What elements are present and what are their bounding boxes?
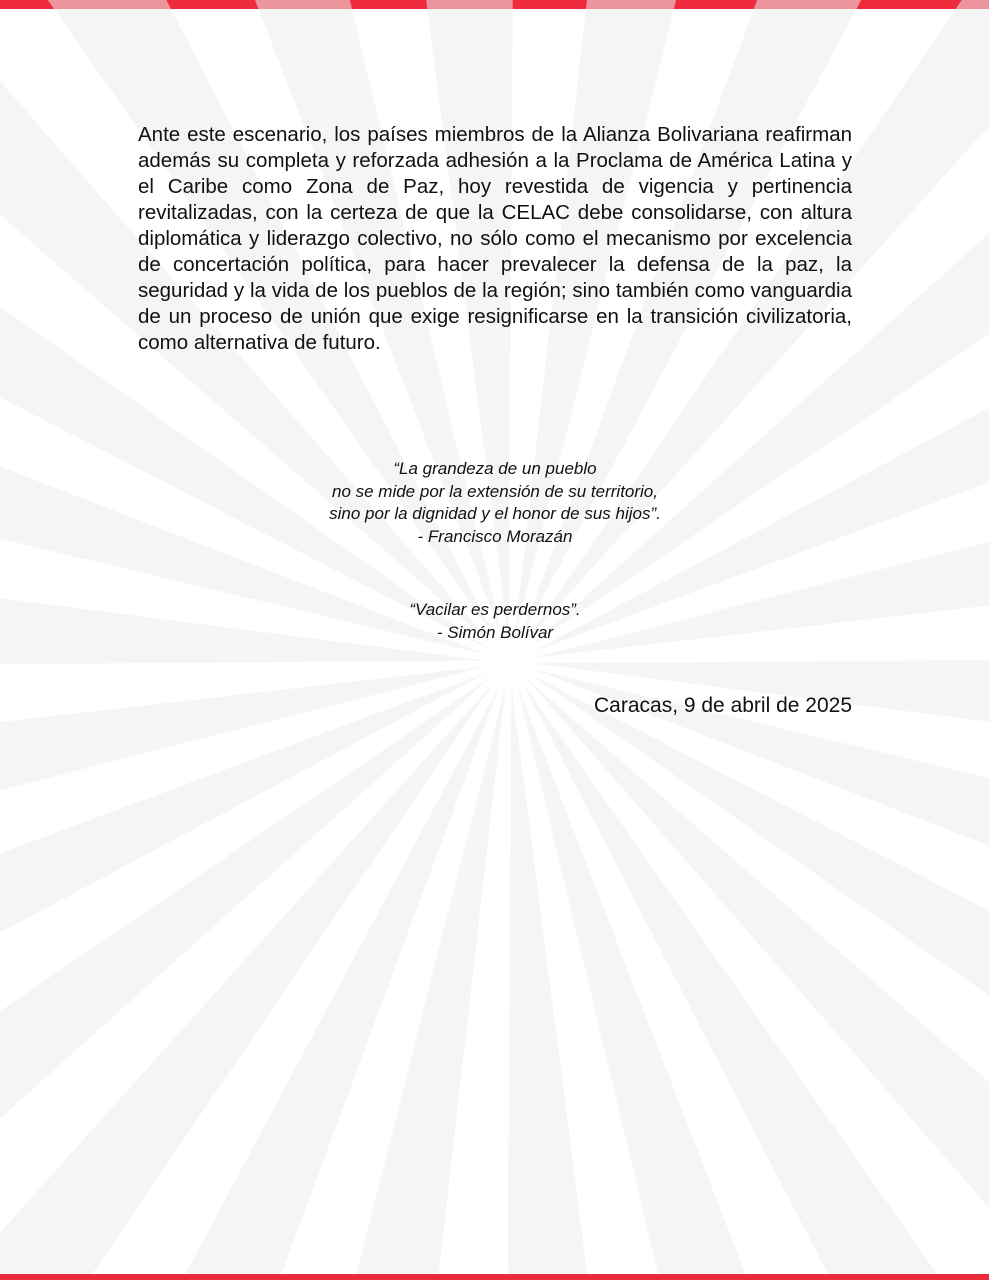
quote-bolivar <box>250 599 740 644</box>
quote-attribution: - Simón Bolívar <box>436 622 554 642</box>
quote-line: sino por la dignidad y el honor de sus hijos”. <box>329 504 661 523</box>
body-paragraph: Ante este escenario, los países miembros de la Alianza Bolivariana reafirman además su completa y reforzada adhesión a la Proclama de América Latina y el Caribe como Zona de Paz, hoy revestida de vigencia y pertinencia revitalizadas, con la certeza de que la CELAC debe consolidarse, con altura diplomática y liderazgo colectivo, no sólo como el mecanismo por excelencia de concertación política, para hacer prevalecer la defensa de la paz, la seguridad y la vida de los pueblos de la región; sino también como vanguardia de un proceso de unión que exige resignificarse en la transición civilizatoria, como alternativa de futuro. <box>138 123 852 354</box>
quote-line: no se mide por la extensión de su territorio, <box>331 481 658 501</box>
place-date: Caracas, 9 de abril de 2025 <box>594 694 852 717</box>
bottom-red-border <box>0 1274 989 1280</box>
quote-attribution: - Francisco Morazán <box>417 526 573 546</box>
quote-line: “Vacilar es perdernos”. <box>409 600 581 619</box>
quote-line: “La grandeza de un pueblo <box>393 459 597 478</box>
quote-morazan <box>250 458 740 548</box>
